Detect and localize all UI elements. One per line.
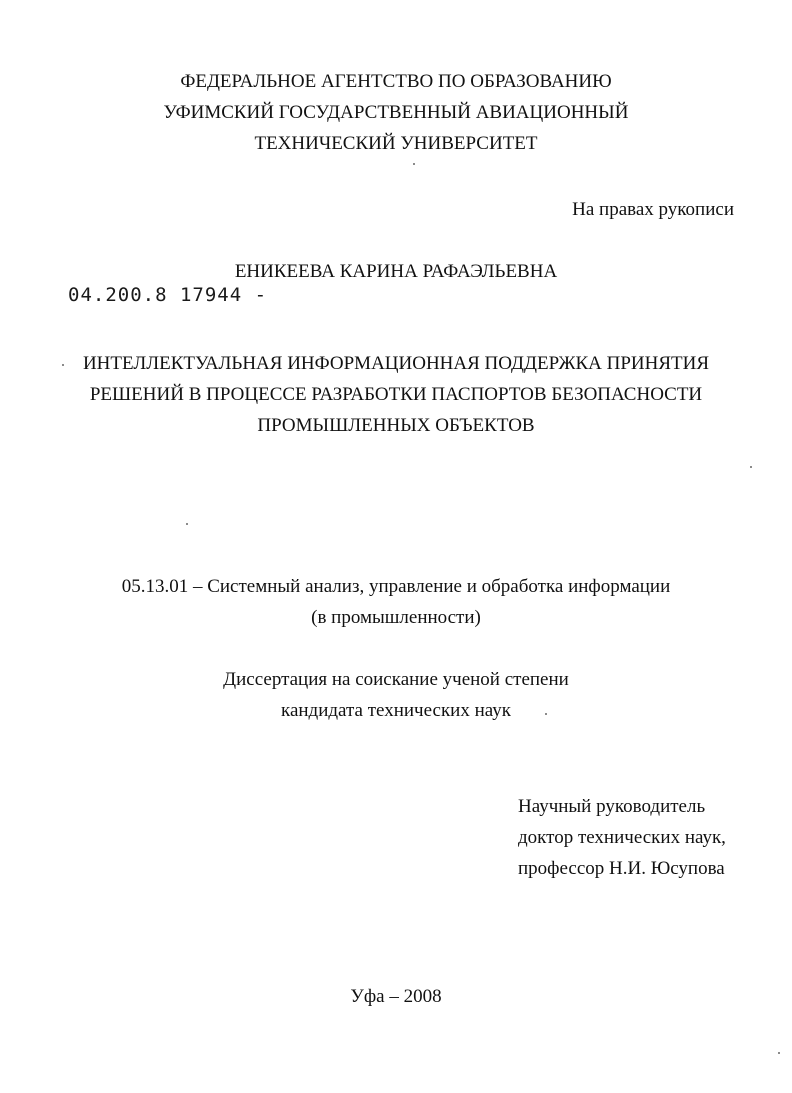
organization-line-3: ТЕХНИЧЕСКИЙ УНИВЕРСИТЕТ	[254, 133, 538, 154]
scan-speck	[186, 523, 188, 525]
supervisor-line-1: Научный руководитель	[518, 796, 706, 817]
degree-line-2: кандидата технических наук	[281, 700, 511, 721]
scan-speck	[778, 1052, 780, 1054]
organization-line-1: ФЕДЕРАЛЬНОЕ АГЕНТСТВО ПО ОБРАЗОВАНИЮ	[180, 71, 612, 92]
scan-speck	[750, 466, 752, 468]
scan-speck	[545, 713, 547, 715]
dissertation-title-line-2: РЕШЕНИЙ В ПРОЦЕССЕ РАЗРАБОТКИ ПАСПОРТОВ БЕЗОПАСНОСТИ	[89, 384, 703, 405]
supervisor-line-3: профессор Н.И. Юсупова	[518, 858, 725, 879]
scan-speck	[413, 163, 415, 165]
degree-line-1: Диссертация на соискание ученой степени	[223, 669, 569, 690]
author-name: ЕНИКЕЕВА КАРИНА РАФАЭЛЬЕВНА	[234, 261, 558, 282]
scan-speck	[62, 364, 64, 366]
supervisor-line-2: доктор технических наук,	[518, 827, 726, 848]
registry-stamp: 04.200.8 17944 -	[68, 284, 268, 306]
dissertation-title-line-1: ИНТЕЛЛЕКТУАЛЬНАЯ ИНФОРМАЦИОННАЯ ПОДДЕРЖКА ПРИНЯТИЯ	[82, 353, 710, 374]
specialty-line-2: (в промышленности)	[311, 607, 481, 628]
specialty-line-1: 05.13.01 – Системный анализ, управление и обработка информации	[121, 576, 671, 597]
place-year: Уфа – 2008	[350, 986, 442, 1007]
manuscript-note: На правах рукописи	[572, 199, 734, 220]
organization-line-2: УФИМСКИЙ ГОСУДАРСТВЕННЫЙ АВИАЦИОННЫЙ	[163, 102, 629, 123]
dissertation-title-line-3: ПРОМЫШЛЕННЫХ ОБЪЕКТОВ	[257, 415, 535, 436]
